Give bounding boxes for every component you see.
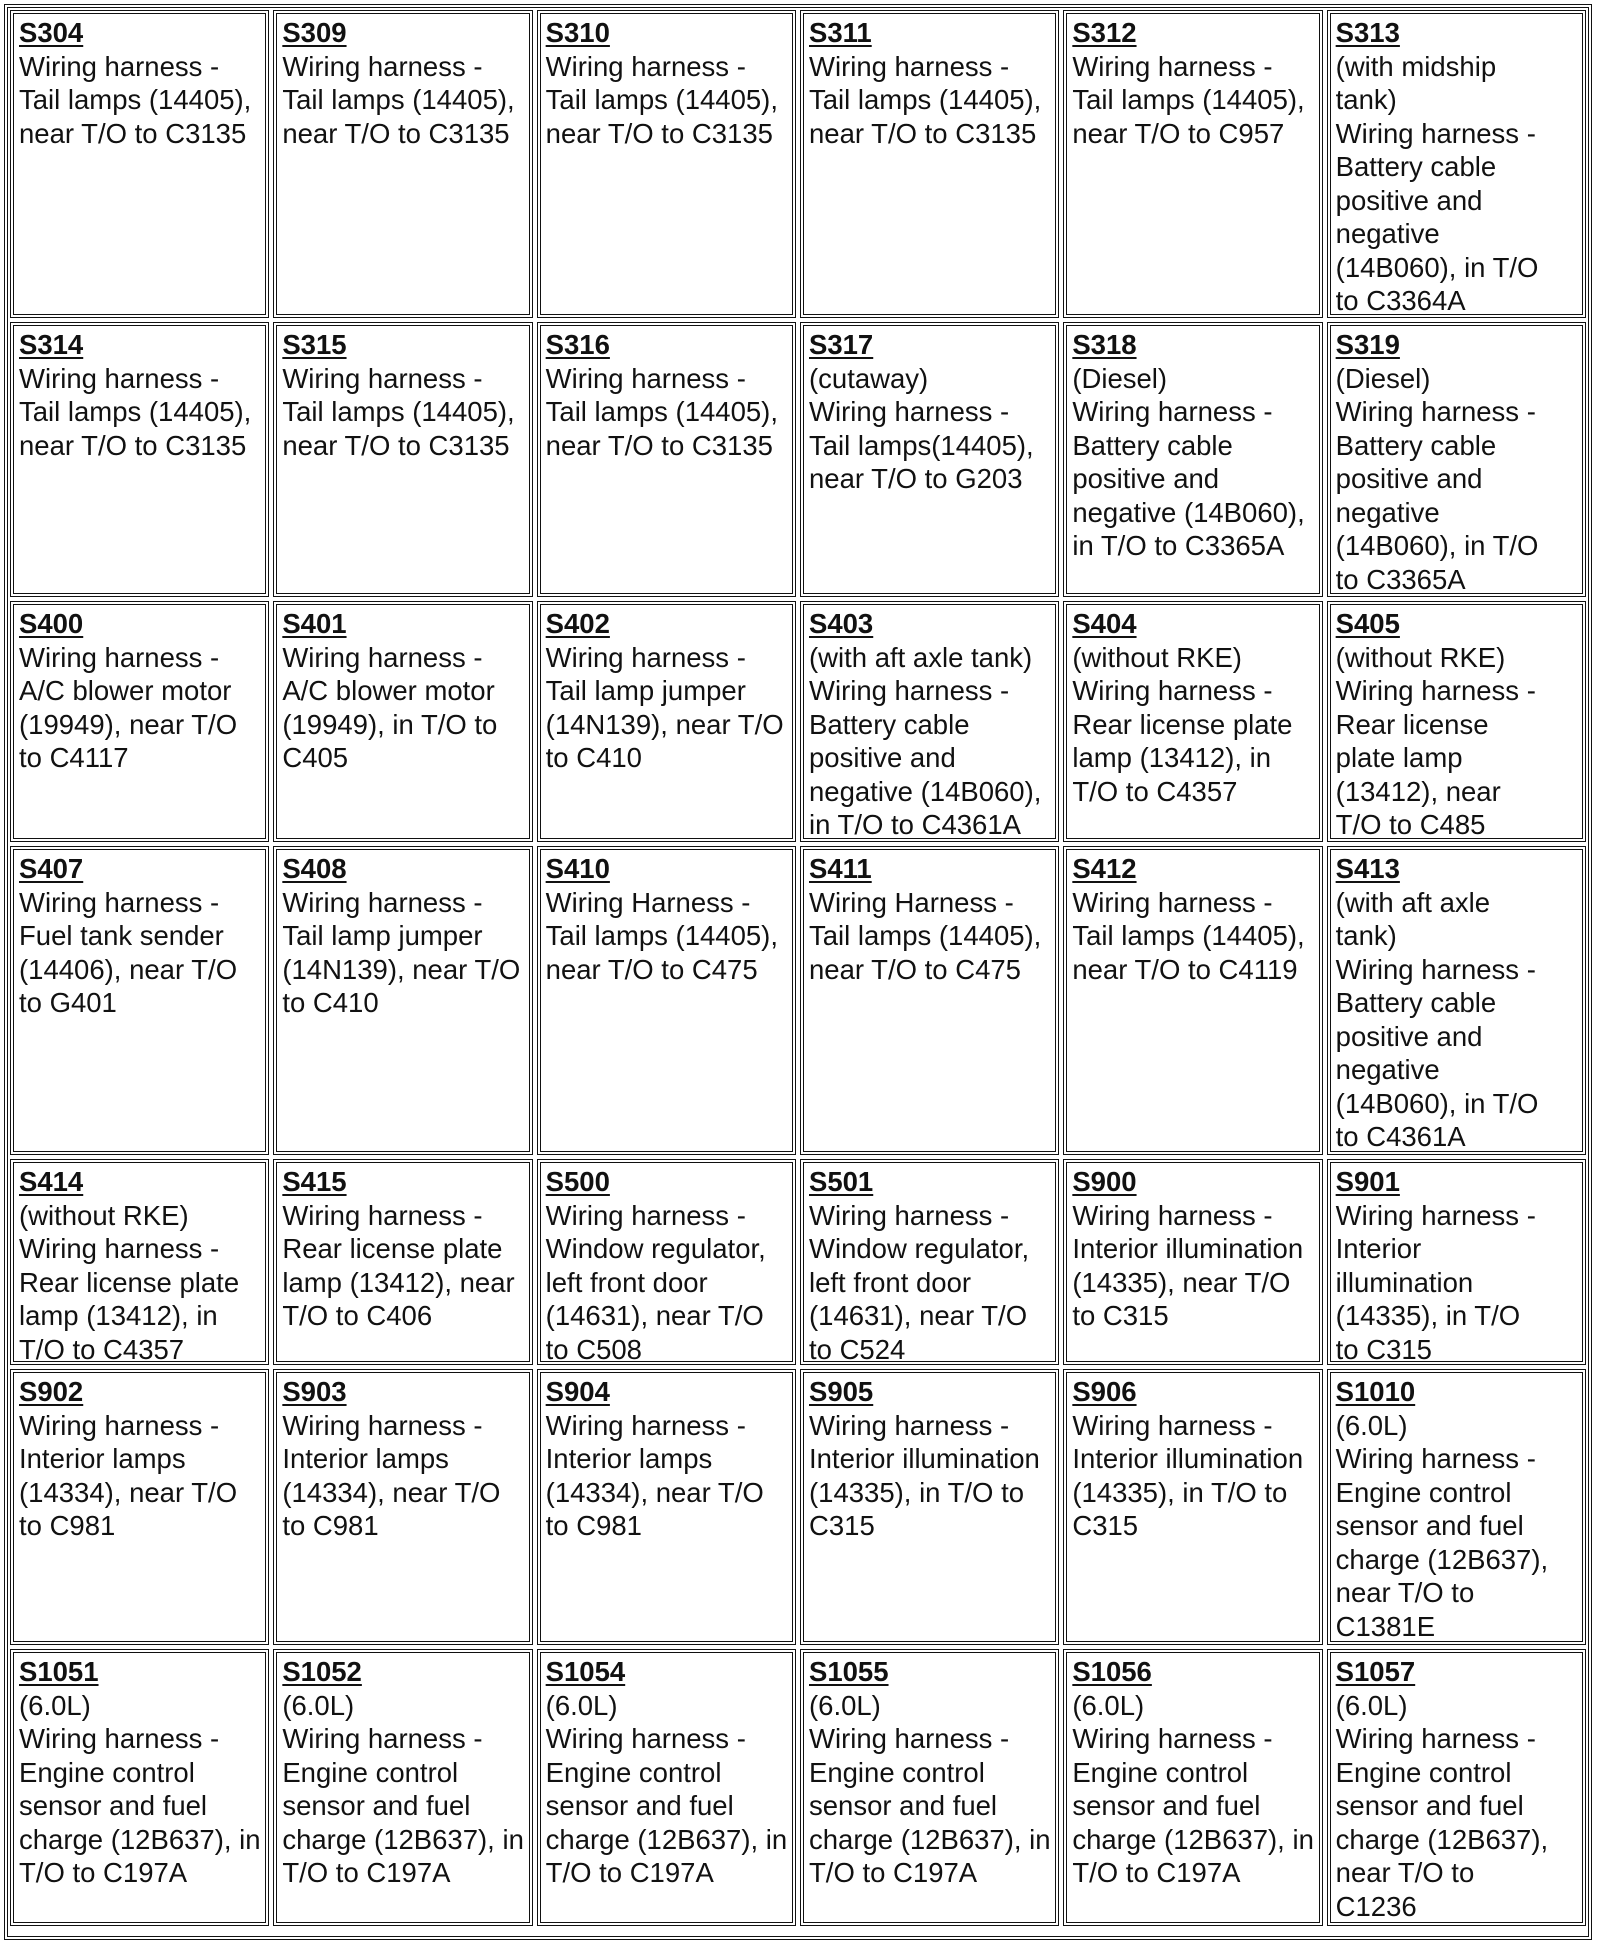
splice-code: S1010 [1335,1376,1416,1407]
splice-description-line: Engine control [282,1756,459,1788]
splice-description-line: (without RKE) [1335,641,1506,673]
splice-description-line: charge (12B637), [1335,1823,1549,1855]
splice-description-line: (14B060), in T/O [1335,530,1539,561]
splice-description-line: (without RKE) [1072,641,1242,673]
splice-cell [800,846,1059,1155]
splice-description-line: Wiring harness - [1335,675,1536,706]
splice-cell [1327,601,1586,842]
splice-description-line: Tail lamps (14405), [1072,920,1305,951]
splice-description-line: Engine control [19,1756,195,1788]
splice-description-line: sensor and fuel [1072,1790,1261,1821]
splice-description-line: to C315 [1072,1300,1169,1331]
splice-description-line: positive and [1335,1020,1483,1052]
splice-description-line: T/O to C4357 [19,1333,185,1365]
splice-code: S904 [545,1376,610,1407]
splice-description-line: Engine control [1335,1476,1512,1508]
splice-description-line: (14B060), in T/O [1335,251,1539,283]
splice-code: S407 [19,853,84,884]
splice-description-line: near T/O to C475 [545,953,758,985]
splice-description-line: negative (14B060), [1072,496,1305,528]
splice-description-line: Wiring harness - [282,1409,483,1441]
splice-description-line: near T/O to C4119 [1072,953,1298,985]
splice-code: S411 [809,853,872,884]
splice-description-line: sensor and fuel [1335,1790,1524,1821]
splice-cell [1063,846,1322,1155]
splice-description-line: to C508 [545,1333,642,1365]
splice-description-line: to C315 [1335,1333,1432,1365]
splice-description-line: charge (12B637), in [19,1823,261,1855]
splice-code: S304 [19,17,84,48]
splice-description-line: (6.0L) [809,1689,881,1721]
splice-description-line: in T/O to C4361A [809,809,1021,840]
splice-code: S313 [1335,17,1400,48]
splice-description-line: negative [1335,1054,1440,1085]
splice-code: S410 [545,853,610,884]
splice-code: S900 [1072,1166,1137,1197]
splice-description-line: T/O to C197A [282,1857,451,1888]
splice-description-line: Wiring harness - [545,362,746,394]
splice-cell [10,10,269,318]
splice-description-line: tank) [1335,920,1397,951]
splice-description-line: (6.0L) [545,1689,618,1721]
splice-cell [800,10,1059,318]
splice-description-line: Wiring harness - [282,641,483,673]
splice-description-line: Wiring harness - [809,396,1010,427]
splice-description-line: negative [1335,496,1440,528]
splice-cell [537,10,796,318]
splice-description-line: (Diesel) [1335,362,1431,394]
splice-description-line: to G401 [19,987,117,1018]
splice-cell [273,1159,532,1365]
splice-description-line: Window regulator, [809,1233,1030,1264]
splice-description-line: Tail lamps (14405), [1072,84,1305,115]
splice-description-line: near T/O to C3135 [19,117,247,149]
splice-description-line: tank) [1335,84,1397,115]
splice-cell [1063,601,1322,842]
splice-description-line: Wiring harness - [19,641,220,673]
splice-cell [800,1649,1059,1926]
splice-description-line: Engine control [545,1756,722,1788]
splice-description-line: Interior [1335,1233,1422,1264]
splice-description-line: Wiring harness - [1072,886,1273,918]
splice-description-line: left front door [809,1266,972,1298]
splice-description-line: Wiring harness - [809,1199,1010,1231]
splice-description-line: Interior lamps [282,1443,449,1474]
splice-description-line: Battery cable [1072,429,1233,461]
splice-description-line: Tail lamps (14405), [545,920,778,951]
splice-description-line: to C3364A [1335,285,1466,316]
splice-description-line: Tail lamps (14405), [545,396,778,427]
splice-description-line: (14335), in T/O to [809,1476,1025,1508]
splice-cell [1063,10,1322,318]
splice-cell [1327,846,1586,1155]
splice-description-line: Battery cable [1335,429,1497,461]
splice-code: S500 [545,1166,610,1197]
splice-description-line: Tail lamp jumper [545,675,746,706]
splice-description-line: positive and [809,742,956,773]
splice-cell [1327,1649,1586,1926]
splice-description-line: Wiring harness - [282,886,483,918]
splice-description-line: sensor and fuel [545,1790,734,1821]
splice-description-line: Wiring harness - [1072,1723,1273,1754]
splice-description-line: Wiring harness - [1335,1443,1536,1474]
splice-cell [273,322,532,597]
splice-description-line: (14335), in T/O to [1072,1476,1288,1508]
splice-description-line: A/C blower motor [19,675,232,706]
splice-cell [273,10,532,318]
splice-description-line: Wiring harness - [809,1409,1010,1441]
splice-description-line: charge (12B637), in [282,1823,524,1855]
splice-description-line: Interior illumination [809,1443,1040,1474]
splice-description-line: to C981 [545,1510,642,1541]
splice-description-line: Wiring harness - [19,1409,220,1441]
splice-code: S1051 [19,1656,99,1687]
splice-description-line: A/C blower motor [282,675,495,706]
splice-description-line: (14406), near T/O [19,953,238,985]
splice-description-line: (14N139), near T/O [282,953,521,985]
splice-cell [1327,1159,1586,1365]
splice-code: S901 [1335,1166,1400,1197]
splice-description-line: C1381E [1335,1610,1436,1642]
splice-description-line: T/O to C197A [19,1857,188,1888]
splice-cell [537,1159,796,1365]
splice-description-line: to C4361A [1335,1121,1466,1152]
splice-description-line: Window regulator, [545,1233,766,1264]
splice-description-line: Interior lamps [19,1443,186,1474]
splice-cell [1063,322,1322,597]
splice-description-line: to C981 [19,1510,116,1541]
splice-description-line: C315 [809,1510,875,1541]
splice-description-line: T/O to C197A [1072,1857,1241,1888]
splice-description-line: (6.0L) [1335,1689,1408,1721]
splice-description-line: charge (12B637), [1335,1543,1549,1575]
splice-description-line: (14334), near T/O [545,1476,764,1508]
splice-description-line: Battery cable [1335,987,1497,1018]
splice-cell [537,322,796,597]
splice-description-line: Wiring harness - [282,362,483,394]
splice-code: S408 [282,853,347,884]
splice-description-line: Wiring harness - [1335,953,1536,985]
splice-description-line: Interior lamps [545,1443,713,1474]
splice-code: S1054 [545,1656,626,1687]
splice-description-line: Tail lamps (14405), [809,920,1042,951]
splice-description-line: Rear license [1335,708,1489,740]
splice-description-line: Wiring harness - [19,362,220,394]
splice-description-line: to C981 [282,1510,379,1541]
splice-description-line: charge (12B637), in [545,1823,788,1855]
splice-description-line: (14N139), near T/O [545,708,784,740]
splice-description-line: (19949), near T/O [19,708,238,740]
splice-description-line: T/O to C406 [282,1300,433,1331]
splice-description-line: (with midship [1335,50,1497,82]
splice-code: S501 [809,1166,874,1197]
splice-description-line: Wiring harness - [1335,1199,1536,1231]
splice-code: S413 [1335,853,1400,884]
splice-description-line: positive and [1335,184,1483,216]
splice-description-line: Wiring harness - [1335,117,1536,149]
splice-cell [1063,1649,1322,1926]
splice-description-line: Wiring harness - [809,675,1010,706]
splice-description-line: (6.0L) [1335,1409,1408,1441]
splice-description-line: near T/O to C3135 [545,117,773,149]
splice-description-line: Wiring harness - [809,50,1010,82]
splice-description-line: near T/O to C3135 [282,117,510,149]
splice-description-line: Wiring harness - [19,1723,220,1754]
splice-description-line: Wiring harness - [1072,1409,1273,1441]
splice-code: S402 [545,608,610,639]
splice-description-line: sensor and fuel [19,1790,208,1821]
splice-cell [10,846,269,1155]
splice-description-line: Battery cable [1335,151,1497,182]
splice-cell [800,322,1059,597]
splice-description-line: to C3365A [1335,563,1466,595]
splice-description-line: C405 [282,742,349,773]
splice-description-line: (6.0L) [19,1689,91,1721]
splice-description-line: negative [1335,218,1440,249]
splice-description-line: Tail lamp jumper [282,920,483,951]
splice-description-line: in T/O to C3365A [1072,530,1285,561]
splice-description-line: Wiring harness - [1072,396,1273,427]
splice-code: S903 [282,1376,347,1407]
splice-code: S1057 [1335,1656,1416,1687]
splice-code: S1056 [1072,1656,1152,1687]
splice-description-line: Wiring harness - [545,50,746,82]
splice-cell [273,1649,532,1926]
splice-code: S401 [282,608,347,639]
splice-cell [10,322,269,597]
splice-description-line: (6.0L) [282,1689,355,1721]
splice-description-line: (13412), near [1335,775,1501,807]
splice-description-line: Battery cable [809,708,970,740]
splice-code: S405 [1335,608,1400,639]
splice-cell [800,601,1059,842]
splice-description-line: Engine control [1335,1756,1512,1788]
splice-description-line: Tail lamps (14405), [19,84,252,115]
splice-cell [1063,1369,1322,1645]
splice-description-line: T/O to C4357 [1072,775,1238,807]
splice-description-line: (14334), near T/O [19,1476,238,1508]
splice-code: S906 [1072,1376,1137,1407]
splice-code: S412 [1072,853,1137,884]
splice-description-line: Wiring Harness - [545,886,751,918]
splice-description-line: to C410 [282,987,379,1018]
splice-description-line: (14631), near T/O [545,1300,764,1331]
splice-code: S415 [282,1166,347,1197]
splice-description-line: Fuel tank sender [19,920,224,951]
splice-description-line: Wiring harness - [282,1723,483,1754]
splice-description-line: (cutaway) [809,362,929,394]
splice-description-line: Interior illumination [1072,1443,1304,1474]
splice-description-line: (19949), in T/O to [282,708,498,740]
splice-description-line: Wiring harness - [545,1723,746,1754]
splice-description-line: Wiring harness - [19,50,220,82]
splice-description-line: Wiring harness - [282,50,483,82]
splice-code: S312 [1072,17,1137,48]
splice-cell [10,1369,269,1645]
splice-description-line: plate lamp [1335,742,1463,773]
splice-description-line: Wiring harness - [1072,50,1273,82]
splice-description-line: Wiring harness - [19,1233,220,1264]
splice-cell [10,1159,269,1365]
splice-description-line: positive and [1072,463,1220,494]
splice-description-line: left front door [545,1266,708,1298]
splice-description-line: Engine control [809,1756,985,1788]
splice-description-line: Tail lamps (14405), [545,84,778,115]
splice-description-line: (14335), near T/O [1072,1266,1291,1298]
splice-description-line: near T/O to [1335,1577,1475,1608]
splice-description-line: (without RKE) [19,1199,189,1231]
splice-description-line: sensor and fuel [282,1790,471,1821]
splice-description-line: sensor and fuel [1335,1510,1524,1541]
splice-description-line: near T/O to C475 [809,953,1021,985]
splice-description-line: Wiring harness - [545,1409,746,1441]
splice-description-line: Tail lamps (14405), [809,84,1042,115]
splice-description-line: near T/O to [1335,1857,1475,1888]
splice-code: S400 [19,608,84,639]
splice-code: S310 [545,17,610,48]
splice-cell [537,1649,796,1926]
splice-description-line: sensor and fuel [809,1790,998,1821]
splice-description-line: Rear license plate [1072,708,1293,740]
splice-description-line: lamp (13412), near [282,1266,515,1298]
splice-description-line: (14335), in T/O [1335,1300,1521,1331]
splice-cell [273,601,532,842]
splice-description-line: illumination [1335,1266,1474,1298]
splice-location-table [4,4,1592,1940]
splice-description-line: Wiring harness - [19,886,220,918]
splice-cell [273,846,532,1155]
splice-cell [273,1369,532,1645]
splice-description-line: (14334), near T/O [282,1476,501,1508]
splice-cell [1327,10,1586,318]
splice-description-line: near T/O to C3135 [19,429,247,461]
splice-description-line: Wiring harness - [1072,675,1273,706]
splice-description-line: positive and [1335,463,1483,494]
splice-description-line: Wiring harness - [282,1199,483,1231]
splice-cell [10,601,269,842]
splice-code: S316 [545,329,610,360]
splice-code: S902 [19,1376,84,1407]
splice-code: S317 [809,329,874,360]
splice-description-line: T/O to C485 [1335,809,1486,840]
splice-description-line: Tail lamps (14405), [282,396,515,427]
splice-code: S311 [809,17,872,48]
splice-description-line: charge (12B637), in [809,1823,1051,1855]
splice-code: S314 [19,329,84,360]
splice-cell [537,601,796,842]
splice-description-line: near T/O to G203 [809,463,1023,494]
splice-description-line: to C4117 [19,742,129,773]
splice-code: S319 [1335,329,1400,360]
splice-description-line: C1236 [1335,1890,1417,1922]
splice-description-line: Rear license plate [19,1266,240,1298]
splice-description-line: C315 [1072,1510,1139,1541]
splice-description-line: (14B060), in T/O [1335,1087,1539,1119]
splice-description-line: (14631), near T/O [809,1300,1028,1331]
splice-description-line: Wiring Harness - [809,886,1014,918]
splice-description-line: lamp (13412), in [1072,742,1272,773]
splice-cell [800,1369,1059,1645]
splice-description-line: Engine control [1072,1756,1249,1788]
splice-description-line: (with aft axle [1335,886,1491,918]
splice-code: S404 [1072,608,1137,639]
splice-description-line: Wiring harness - [1335,1723,1536,1754]
splice-description-line: Tail lamps (14405), [19,396,252,427]
splice-description-line: (Diesel) [1072,362,1168,394]
splice-code: S315 [282,329,347,360]
splice-cell [800,1159,1059,1365]
splice-cell [537,1369,796,1645]
splice-description-line: Wiring harness - [545,641,746,673]
splice-description-line: T/O to C197A [809,1857,978,1888]
splice-description-line: charge (12B637), in [1072,1823,1314,1855]
splice-code: S414 [19,1166,84,1197]
splice-description-line: Wiring harness - [1335,396,1536,427]
splice-cell [537,846,796,1155]
splice-description-line: near T/O to C3135 [545,429,773,461]
splice-description-line: Tail lamps(14405), [809,429,1034,461]
splice-description-line: to C524 [809,1333,906,1365]
splice-cell [10,1649,269,1926]
splice-description-line: to C410 [545,742,642,773]
splice-description-line: lamp (13412), in [19,1300,218,1331]
splice-description-line: Wiring harness - [809,1723,1010,1754]
splice-description-line: Wiring harness - [545,1199,746,1231]
splice-description-line: Interior illumination [1072,1233,1304,1264]
splice-description-line: (with aft axle tank) [809,641,1033,673]
splice-code: S309 [282,17,347,48]
splice-description-line: near T/O to C957 [1072,117,1285,149]
splice-cell [1327,322,1586,597]
splice-description-line: Wiring harness - [1072,1199,1273,1231]
splice-cell [1327,1369,1586,1645]
splice-code: S905 [809,1376,874,1407]
splice-code: S318 [1072,329,1137,360]
splice-description-line: near T/O to C3135 [282,429,510,461]
splice-description-line: Tail lamps (14405), [282,84,515,115]
splice-description-line: T/O to C197A [545,1857,714,1888]
splice-code: S1055 [809,1656,889,1687]
splice-code: S1052 [282,1656,362,1687]
splice-description-line: Rear license plate [282,1233,503,1264]
splice-cell [1063,1159,1322,1365]
splice-description-line: negative (14B060), [809,775,1042,807]
splice-description-line: near T/O to C3135 [809,117,1037,149]
splice-code: S403 [809,608,874,639]
splice-description-line: (6.0L) [1072,1689,1145,1721]
